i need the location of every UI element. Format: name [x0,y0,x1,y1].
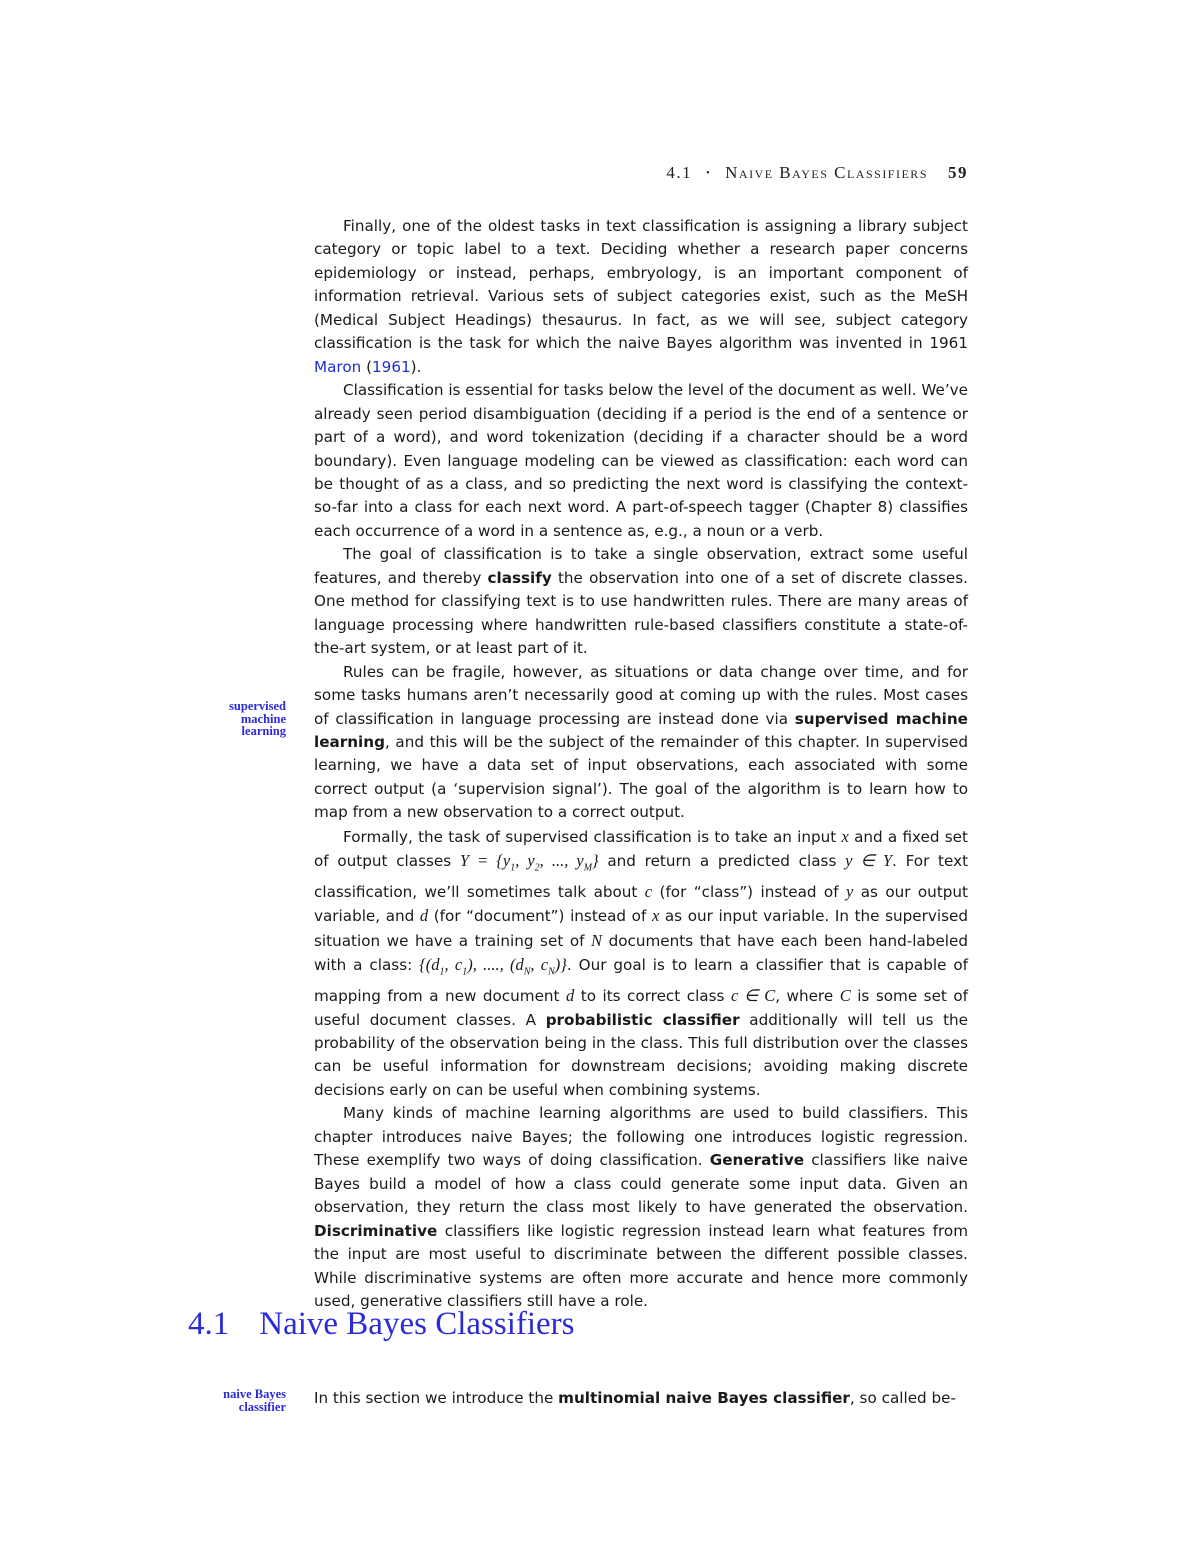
p4-text-b: , and this will be the subject of the remainder of this chapter. In supervised learning, we have a data set of input observations, each associated with some correct output (a ‘supervision signal’). The goal of the algorithm is to learn how to map from a new observation to a correct output. [314,732,968,822]
paragraph-3 [314,543,968,660]
paragraph-4 [314,661,968,825]
paragraph-1 [314,215,968,379]
citation-year-link[interactable]: 1961 [372,357,411,376]
math-part: , c [444,955,463,975]
section-heading-number: 4.1 [188,1306,230,1342]
math-part: } [592,851,599,871]
math-y: y [845,881,854,901]
math-part: , y [515,851,535,871]
math-part: , c [530,955,549,975]
math-N: N [591,930,603,950]
margin-note-naive-bayes-classifier [200,1388,286,1413]
math-c: c [644,881,653,901]
p5-text: documents that have each been hand-labeled with a class: [314,931,968,975]
p5-text: . For text classification, we’ll sometimes talk about [314,852,969,901]
math-class-set [459,851,599,874]
running-head-section-number: 4.1 [666,163,693,182]
margin-note-line: classifier [238,1399,286,1414]
math-d: d [419,906,429,926]
term-probabilistic-classifier: probabilistic classifier [545,1010,740,1029]
math-y-in-Y: y ∈ Y [845,851,893,871]
p6-text-a: Many kinds of machine learning algorithms are used to build classifiers. This chapter introduces naive Bayes; the following one introduces logistic regression. These exemplify two ways of doing classification. [314,1104,968,1170]
math-x: x [651,906,660,926]
paragraph-2: Classification is essential for tasks below the level of the document as well. We’ve already seen period disambiguation (deciding if a period is the end of a sentence or part of a word), and word tokenization (deciding if a character should be a word boundary). Even language modeling can be viewed as classification: each word can be thought of as a class, and so predicting the next word is classifying the context-so-far into a class for each next word. A part-of-speech tagger (Chapter 8) classifies each occurrence of a word in a sentence as, e.g., a noun or a verb. [314,381,969,540]
p1-cite-close: ). [410,357,422,376]
math-part: , ..., y [539,851,584,871]
p5-text: and a fixed set of output classes [314,827,968,871]
term-supervised-machine-learning: supervised machine learning [314,709,968,751]
math-sub: 2 [534,862,540,874]
margin-note-line: naive Bayes [223,1387,286,1401]
math-training-set [419,955,567,978]
citation-maron-link[interactable]: Maron [314,357,362,376]
paragraph-6 [314,1102,968,1313]
math-d: d [566,986,575,1006]
running-head-bullet: • [706,168,712,179]
last-line-text-b: , so called be- [849,1389,956,1407]
p5-text: to its correct class [574,987,731,1006]
margin-note-line: supervised [229,699,286,713]
term-classify: classify [487,568,552,587]
math-part: {(d [419,955,440,975]
term-discriminative: Discriminative [314,1221,438,1240]
section-heading [188,1306,575,1343]
p5-text: , where [775,987,840,1006]
p5-text: and return a predicted class [598,852,846,871]
p5-text: is some set of useful document classes. A [314,987,968,1029]
math-part: Y = {y [459,851,511,871]
math-sub: N [548,966,555,978]
running-head [560,163,968,183]
math-sub: 1 [462,966,468,978]
section-first-line [314,1387,968,1410]
running-head-title: Naive Bayes Classifiers [725,163,928,182]
last-line-text-a: In this section we introduce the [314,1389,559,1407]
math-sub: N [523,966,531,978]
body-text [314,215,968,1313]
math-C: C [839,986,851,1006]
p1-text: Finally, one of the oldest tasks in text classification is assigning a library subject category or topic label to a text. Deciding whether a research paper concerns epidemiology or instead, perhaps, embryology, is an important component of information retrieval. Various sets of subject categories exist, such as the MeSH (Medical Subject Headings) thesaurus. In fact, as we will see, subject category classification is the task for which the naive Bayes algorithm was invented in 1961 [314,217,968,353]
margin-note-supervised-machine-learning [200,700,286,738]
math-part: )} [554,955,567,975]
p5-text: additionally will tell us the probability of the observation being in the class. This full distribution over the classes can be useful information for downstream decisions; avoiding making discrete decisions early on can be useful when combining systems. [314,1010,968,1099]
margin-note-line: machine [240,711,286,726]
section-heading-title: Naive Bayes Classifiers [259,1306,575,1342]
math-sub: M [583,862,593,874]
term-multinomial-naive-bayes: multinomial naive Bayes classifier [558,1389,850,1407]
p3-text-b: the observation into one of a set of discrete classes. One method for classifying text is to use handwritten rules. There are many areas of language processing where handwritten rule-based classifiers constitute a state-of-the-art system, or at least part of it. [314,568,968,658]
p3-text-a: The goal of classification is to take a single observation, extract some useful features, and thereby [314,545,968,587]
p6-text-b: classifiers like naive Bayes build a model of how a class could generate some input data. Given an observation, they return the class most likely to have generated the observation. [314,1151,968,1217]
p5-text: as our input variable. In the supervised situation we have a training set of [314,907,968,950]
math-sub: 1 [439,966,445,978]
p5-text: (for “class”) instead of [652,882,846,901]
term-generative: Generative [709,1151,805,1170]
margin-note-line: learning [241,724,286,738]
math-x: x [841,826,849,846]
p5-text: as our output variable, and [314,882,968,926]
math-part: ), ...., (d [467,955,524,975]
p6-text-c: classifiers like logistic regression instead learn what features from the input are most useful to discriminate between the different possible classes. While discriminative systems are often more accurate and hence more commonly used, generative classifiers still have a role. [314,1221,968,1310]
math-c-in-C: c ∈ C [730,986,776,1006]
p5-text: Formally, the task of supervised classification is to take an input [343,827,842,846]
math-sub: 1 [510,862,516,874]
p5-text: (for “document”) instead of [428,907,652,926]
p1-cite-open: ( [361,357,373,376]
p4-text-a: Rules can be fragile, however, as situations or data change over time, and for some tasks humans aren’t necessarily good at coming up with the rules. Most cases of classification in language processing are instead done via [314,662,968,728]
page-number: 59 [948,163,968,182]
p5-text: . Our goal is to learn a classifier that is capable of mapping from a new document [314,956,969,1006]
paragraph-5 [314,825,968,1103]
